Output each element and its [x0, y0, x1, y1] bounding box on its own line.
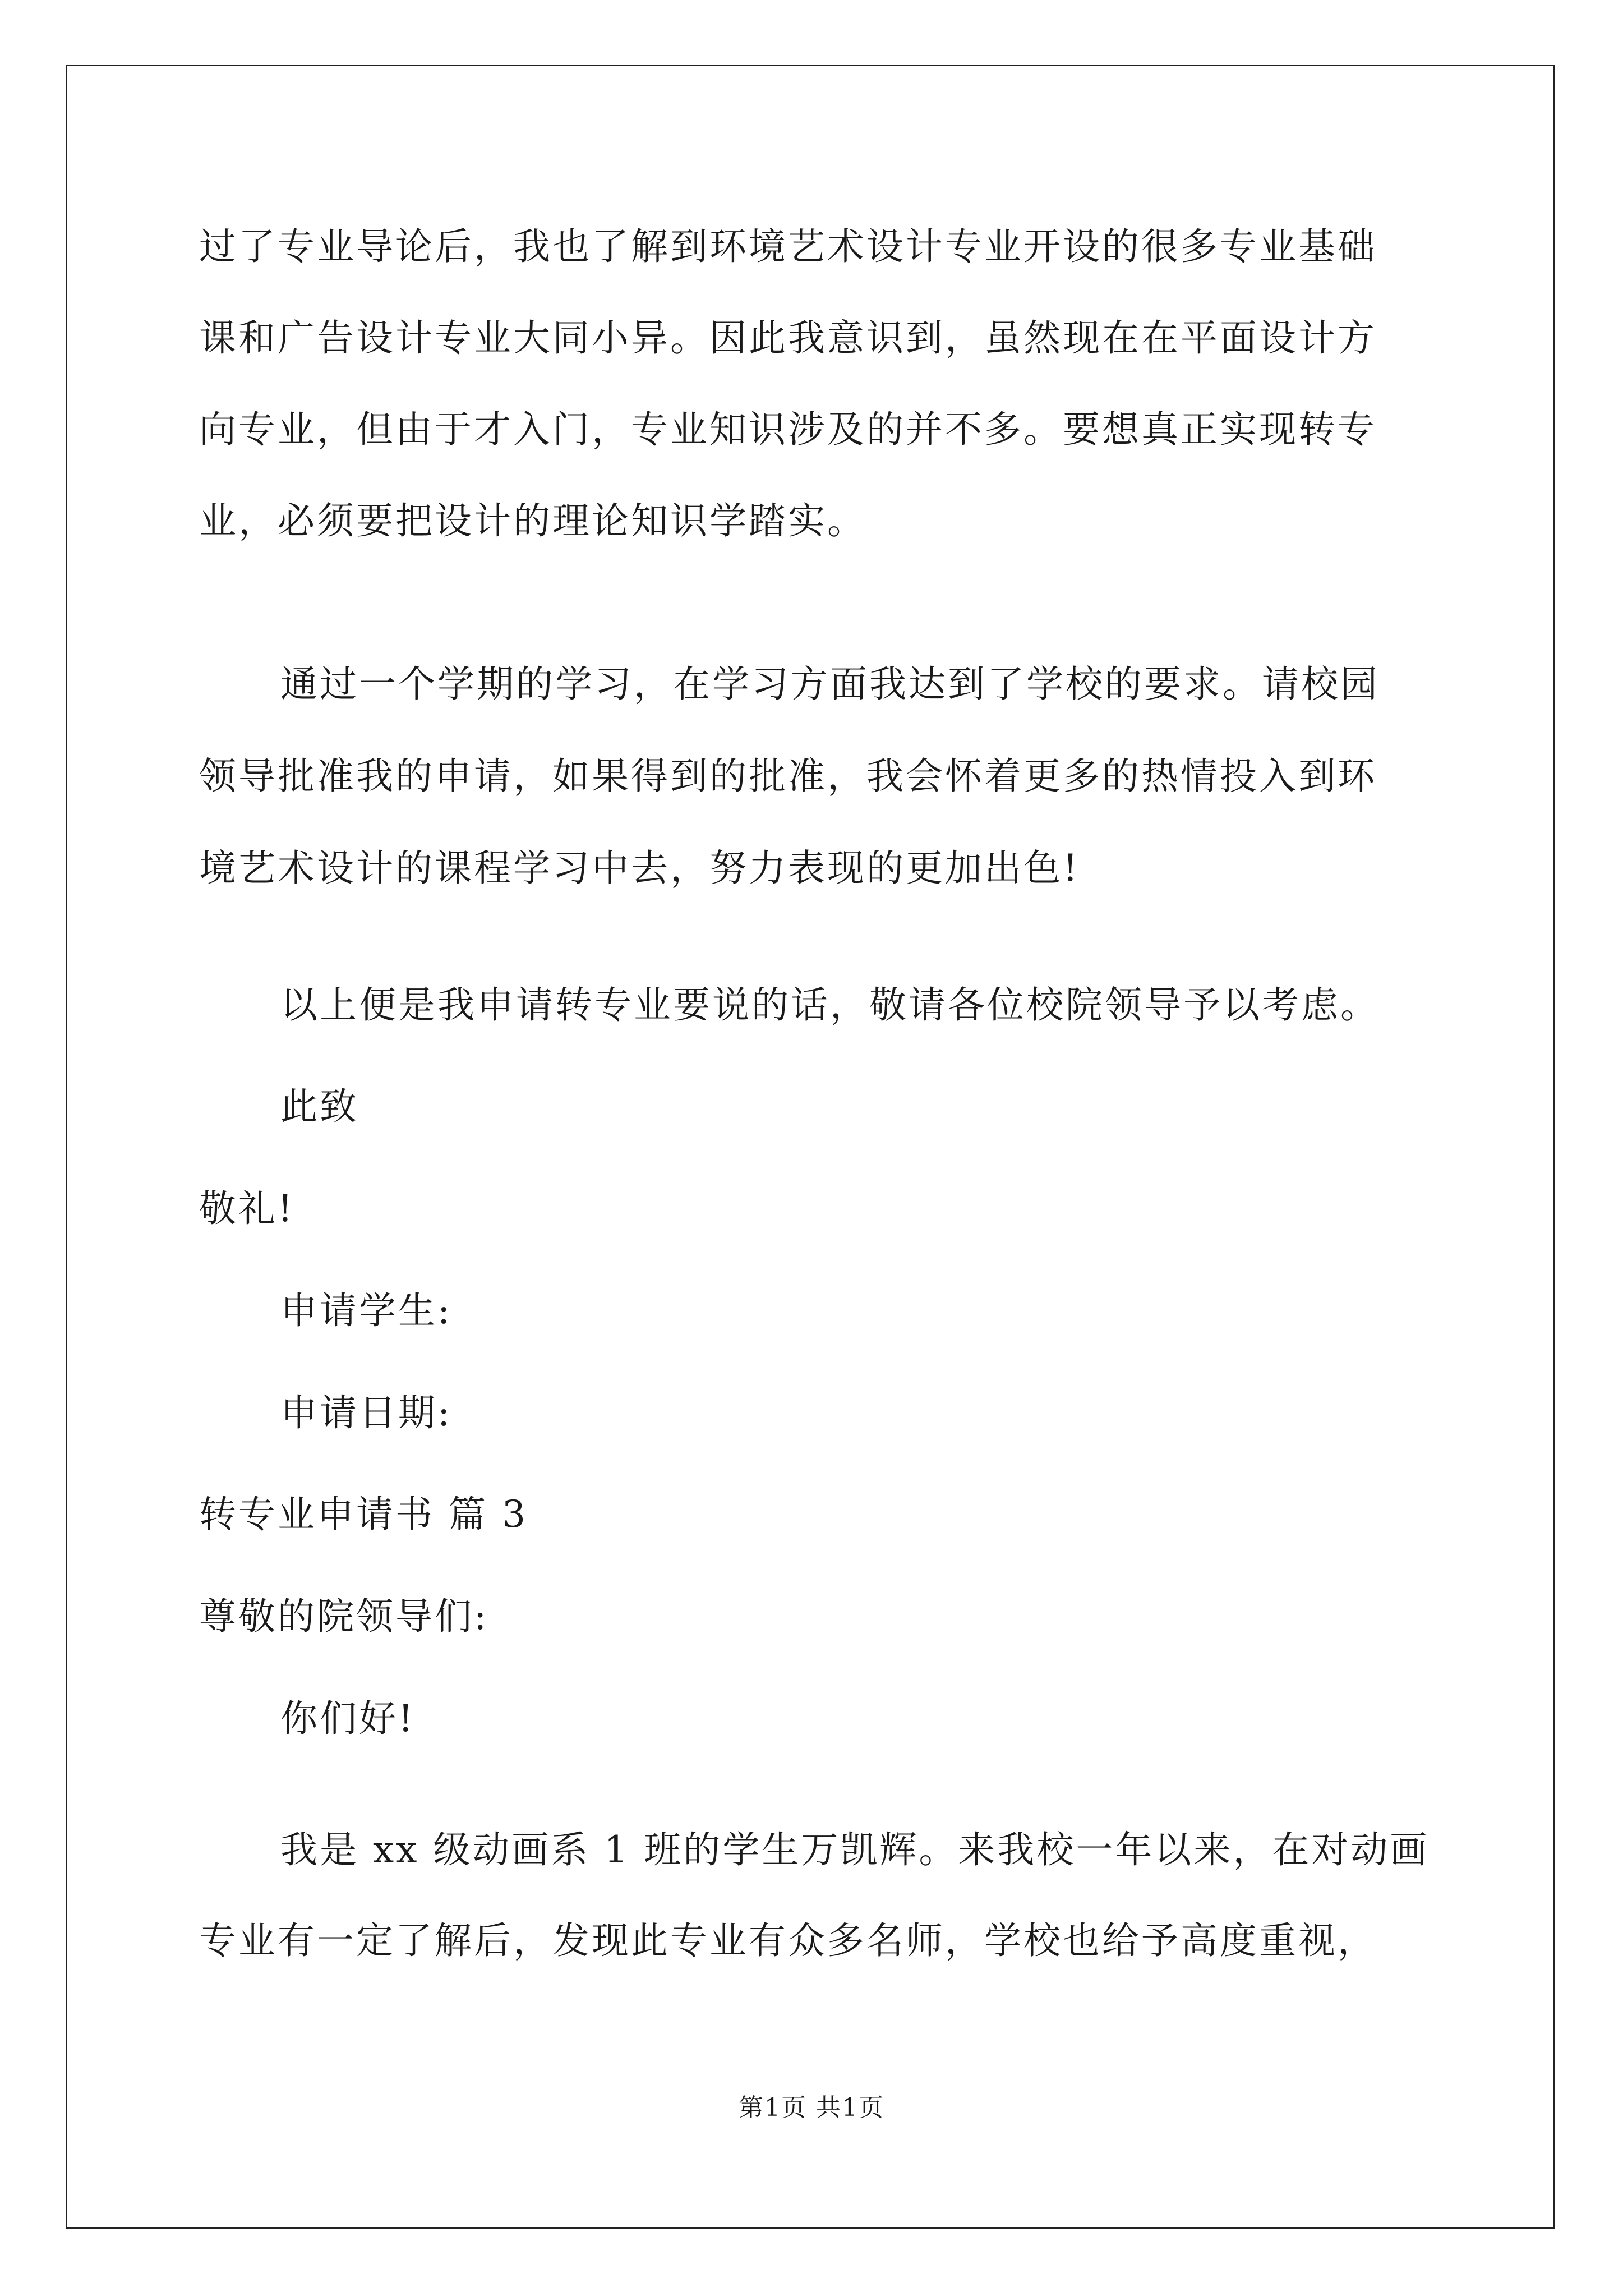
paragraph-line: 领导批准我的申请，如果得到的批准，我会怀着更多的热情投入到环: [199, 754, 1377, 798]
date-label: 申请日期:: [280, 1391, 453, 1434]
page-footer: 第1页 共1页: [739, 2093, 884, 2122]
paragraph-line: 向专业，但由于才入门，专业知识涉及的并不多。要想真正实现转专: [199, 408, 1377, 451]
page-border: [66, 65, 1555, 2229]
paragraph-line: 以上便是我申请转专业要说的话，敬请各位校院领导予以考虑。: [280, 983, 1380, 1027]
greeting-addressee: 尊敬的院领导们:: [199, 1595, 489, 1638]
paragraph-line: 过了专业导论后，我也了解到环境艺术设计专业开设的很多专业基础: [199, 225, 1377, 268]
applicant-label: 申请学生:: [280, 1289, 453, 1332]
paragraph-line: 课和广告设计专业大同小异。因此我意识到，虽然现在在平面设计方: [199, 316, 1377, 360]
paragraph-line: 通过一个学期的学习，在学习方面我达到了学校的要求。请校园: [280, 662, 1380, 706]
section-title: 转专业申请书 篇 3: [199, 1493, 528, 1536]
closing-salutation: 此致: [280, 1085, 359, 1128]
paragraph-line: 业，必须要把设计的理论知识学踏实。: [199, 499, 866, 542]
greeting: 你们好!: [280, 1697, 416, 1740]
closing-respect: 敬礼!: [199, 1187, 295, 1230]
paragraph-line: 我是 xx 级动画系 1 班的学生万凯辉。来我校一年以来，在对动画: [280, 1828, 1430, 1871]
paragraph-line: 境艺术设计的课程学习中去，努力表现的更加出色!: [199, 846, 1080, 890]
paragraph-line: 专业有一定了解后，发现此专业有众多名师，学校也给予高度重视，: [199, 1919, 1377, 1962]
